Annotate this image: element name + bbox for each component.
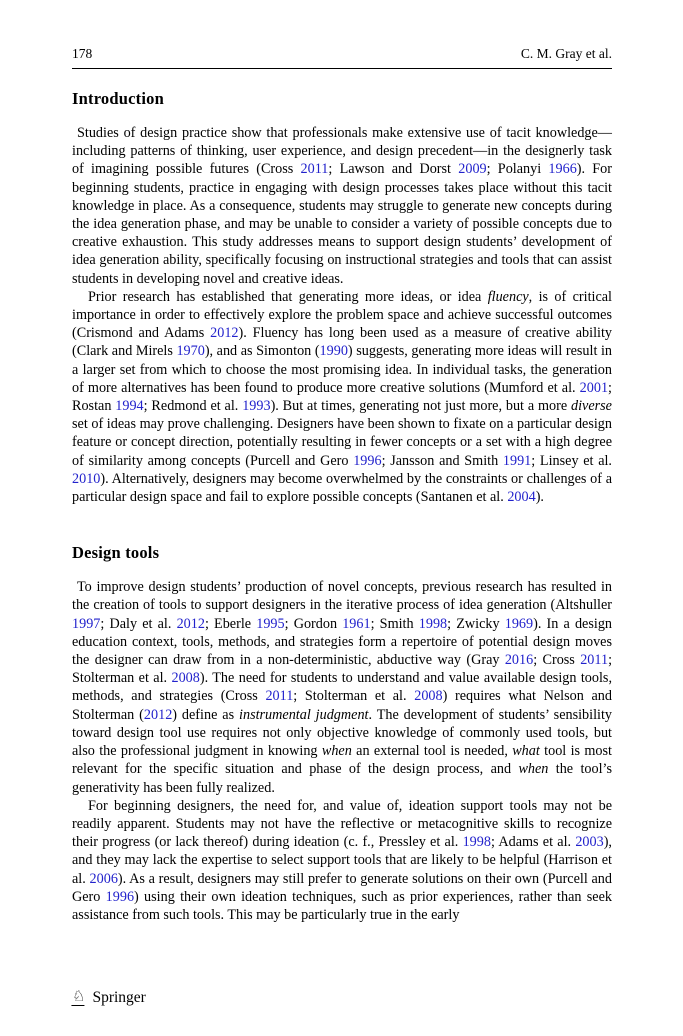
body-text: ; Daly et al. (100, 615, 177, 632)
citation-year-link[interactable]: 2012 (210, 325, 239, 342)
body-text: an external tool is needed, (351, 743, 513, 760)
page-number: 178 (72, 46, 93, 61)
body-text: ; Cross (533, 652, 581, 669)
emphasized-term: when (518, 761, 549, 778)
paragraph (72, 288, 612, 506)
body-text: ; Gordon (284, 615, 343, 632)
body-text: To improve design students’ production of novel concepts, previous research has resulted in the creation of tools to support designers in the iterative process of idea generation (Altshuller (72, 579, 612, 614)
citation-year-link[interactable]: 2006 (89, 870, 118, 887)
citation-year-link[interactable]: 1996 (353, 452, 382, 469)
emphasized-term: when (321, 743, 352, 760)
section-heading-introduction: Introduction (72, 89, 164, 108)
citation-year-link[interactable]: 2011 (300, 161, 329, 178)
running-header (72, 46, 612, 69)
citation-year-link[interactable]: 2004 (507, 489, 536, 506)
body-text: ) requires what Nelson and Stolterman ( (72, 688, 612, 723)
citation-year-link[interactable]: 1991 (502, 452, 532, 469)
citation-year-link[interactable]: 1969 (504, 615, 534, 632)
body-text: ). As a result, designers may still prefer to generate solutions on their own (Purcell and Gero (72, 870, 612, 905)
body-text: ; Smith (370, 615, 419, 632)
body-text: ; Redmond et al. (143, 398, 243, 415)
body-text: ; Adams et al. (490, 834, 576, 851)
body-text: ), and as Simonton ( (204, 343, 320, 360)
citation-year-link[interactable]: 1996 (105, 888, 135, 905)
citation-year-link[interactable]: 2011 (265, 688, 294, 705)
citation-year-link[interactable]: 2009 (458, 161, 487, 178)
body-text: ). In a design education context, tools, methods, and strategies form a repertoire of potential design moves the designer can draw from in a non-deterministic, abductive way (Gray (72, 615, 613, 669)
body-text: ; Lawson and Dorst (328, 161, 459, 178)
citation-year-link[interactable]: 1995 (256, 615, 285, 632)
publisher-name: Springer (92, 989, 146, 1006)
body-text: ; Stolterman et al. (72, 652, 613, 687)
body-text: ; Stolterman et al. (293, 688, 415, 705)
body-text: ). (535, 489, 544, 506)
paragraph (72, 578, 612, 796)
citation-year-link[interactable]: 2011 (580, 652, 609, 669)
citation-year-link[interactable]: 2001 (579, 379, 609, 396)
body-text: ) suggests, generating more ideas will result in a larger set from which to choose the most promising idea. In individual tasks, the generation of more alternatives has been found to produce more creative solutions (Mumford et al. (72, 343, 612, 396)
citation-year-link[interactable]: 1997 (72, 615, 101, 632)
citation-year-link[interactable]: 2003 (575, 834, 604, 851)
body-text: ; Rostan (72, 379, 612, 415)
page-body (72, 89, 612, 924)
citation-year-link[interactable]: 1993 (242, 398, 271, 415)
page-footer (72, 989, 146, 1006)
citation-year-link[interactable]: 1994 (115, 398, 144, 415)
body-text: ). Fluency has long been used as a measure of creative ability (Clark and Mirels (72, 325, 612, 360)
body-text: ). But at times, generating not just more, but a more (270, 398, 571, 415)
section-design-tools (72, 543, 612, 924)
citation-year-link[interactable]: 1966 (548, 161, 577, 178)
body-text: Studies of design practice show that professionals make extensive use of tacit knowledge—including patterns of thinking, user experience, and design precedent—in the designerly task of imagining possible futures (Cross (72, 125, 612, 178)
body-text: ; Zwicky (447, 615, 505, 632)
body-text: ; Linsey et al. (531, 452, 612, 469)
citation-year-link[interactable]: 2010 (72, 470, 101, 487)
citation-year-link[interactable]: 2012 (143, 706, 173, 723)
running-head-authors: C. M. Gray et al. (520, 46, 612, 61)
citation-year-link[interactable]: 1970 (176, 343, 205, 360)
section-introduction (72, 89, 612, 506)
body-text: the tool’s generativity has been fully realized. (72, 761, 612, 796)
emphasized-term: diverse (571, 398, 612, 415)
citation-year-link[interactable]: 2008 (171, 670, 200, 687)
emphasized-term: fluency (487, 288, 529, 305)
body-text: ). Alternatively, designers may become overwhelmed by the constraints or challenges of a particular design space and fail to explore possible concepts (Santanen et al. (72, 470, 612, 506)
body-text: ) define as (172, 706, 240, 723)
body-text: ; Eberle (204, 615, 257, 632)
springer-horse-logo-icon: ♘ (71, 987, 87, 1005)
citation-year-link[interactable]: 2008 (414, 688, 443, 705)
body-text: ). The need for students to understand and value available design tools, methods, and strategies (Cross (72, 670, 612, 705)
body-text: ), and they may lack the expertise to select support tools that are likely to be helpful (Harrison et al. (72, 834, 612, 887)
body-text: set of ideas may prove challenging. Designers have been shown to fixate on a particular design feature or concept direction, potentially resulting in fewer concepts or a set with a high degree of similarity among concepts (Purcell and Gero (72, 416, 612, 469)
citation-year-link[interactable]: 2016 (504, 652, 534, 669)
body-text: ) using their own ideation techniques, such as prior experiences, rather than seek assistance from such tools. This may be particularly true in the early (72, 888, 612, 923)
citation-year-link[interactable]: 2012 (176, 615, 205, 632)
body-text: For beginning designers, the need for, and value of, ideation support tools may not be readily apparent. Students may not have the reflective or metacognitive skills to recognize their progress (or lack thereof) during ideation (c. f., Pressley et al. (72, 797, 612, 851)
body-text: , is of critical importance in order to effectively explore the problem space and achieve successful outcomes (Crismond and Adams (72, 288, 612, 342)
citation-year-link[interactable]: 1961 (342, 615, 371, 632)
emphasized-term: what (512, 743, 540, 760)
citation-year-link[interactable]: 1998 (462, 834, 491, 851)
body-text: ). For beginning students, practice in engaging with design processes takes place without this tacit knowledge in place. As a consequence, students may struggle to generate new concepts during the idea generation phase, and may be unable to consider a variety of possible concepts due to creative exhaustion. This study addresses means to support design students’ development of idea generation ability, specifically focusing on instructional strategies and tools that can assist students in developing novel and creative ideas. (72, 161, 613, 287)
citation-year-link[interactable]: 1990 (319, 343, 348, 360)
section-heading-design-tools: Design tools (72, 543, 160, 563)
citation-year-link[interactable]: 1998 (418, 615, 448, 632)
body-text: ; Polanyi (486, 161, 549, 178)
body-text: Prior research has established that generating more ideas, or idea (88, 288, 488, 305)
body-text: . The development of students’ sensibility toward design tool use requires not only objective knowledge of commonly used tools, but also the professional judgment in knowing (72, 706, 613, 760)
paragraph (72, 124, 612, 288)
emphasized-term: instrumental judgment (239, 706, 369, 723)
body-text: ; Jansson and Smith (381, 452, 503, 469)
paragraph (72, 797, 612, 924)
body-text: tool is most relevant for the specific situation and phase of the design process, and (72, 743, 612, 778)
